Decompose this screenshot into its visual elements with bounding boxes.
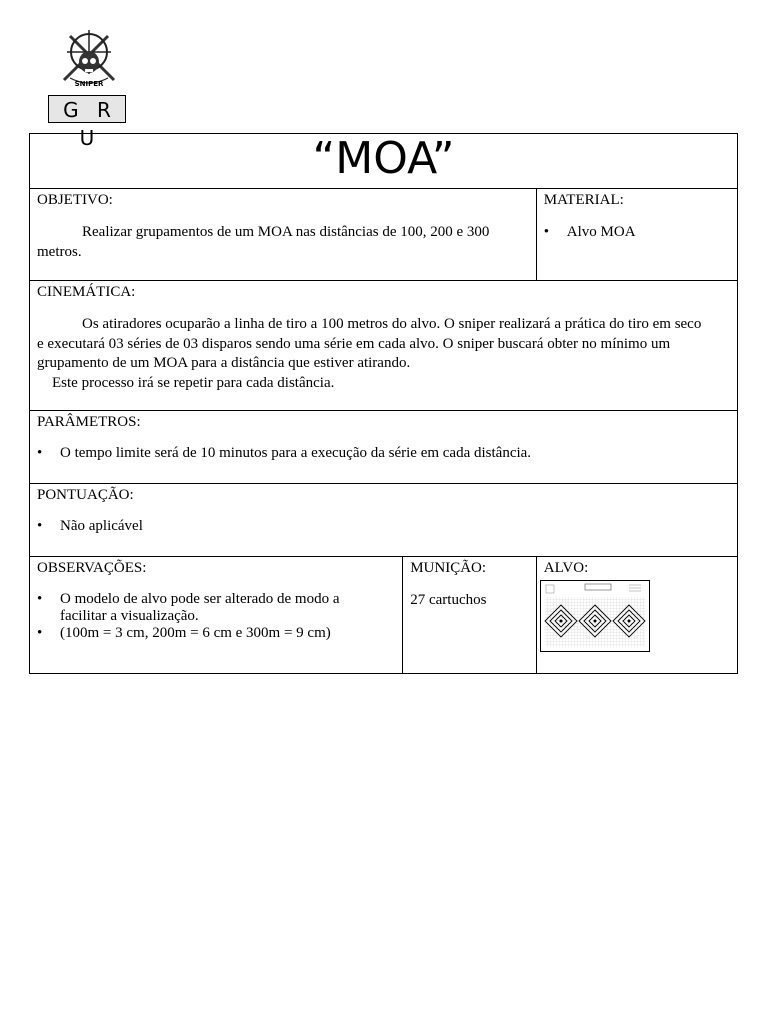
gru-label: G R U xyxy=(48,95,126,123)
material-list xyxy=(537,224,737,241)
parametros-label: PARÂMETROS: xyxy=(37,414,141,430)
cinematica-text-2: Este processo irá se repetir para cada distância. xyxy=(52,374,335,391)
observacoes-label: OBSERVAÇÕES: xyxy=(37,560,147,576)
cinematica-text xyxy=(30,315,737,374)
objetivo-text xyxy=(30,223,536,262)
objetivo-label: OBJETIVO: xyxy=(37,192,113,208)
municao-label: MUNIÇÃO: xyxy=(410,560,487,576)
pontuacao-label: PONTUAÇÃO: xyxy=(37,487,134,503)
cinematica-label: CINEMÁTICA: xyxy=(37,284,136,300)
moa-target-image xyxy=(540,580,650,652)
municao-section xyxy=(403,557,537,674)
parametros-list xyxy=(30,445,737,462)
parametros-section xyxy=(30,411,738,484)
objetivo-text-content: Realizar grupamentos de um MOA nas distâncias de 100, 200 e 300 metros. xyxy=(37,224,490,260)
list-item: • Alvo MOA xyxy=(544,224,737,241)
list-item: • O modelo de alvo pode ser alterado de modo a facilitar a visualização. xyxy=(37,591,362,625)
objetivo-section xyxy=(30,189,537,281)
pontuacao-section xyxy=(30,484,738,557)
material-label: MATERIAL: xyxy=(543,192,624,208)
exercise-sheet xyxy=(29,133,738,674)
observacoes-list xyxy=(30,591,402,642)
cinematica-text-content: Os atiradores ocuparão a linha de tiro a 100 metros do alvo. O sniper realizará a prática do tiro em seco e executará 03 séries de 03 disparos sendo uma série em cada alvo. O sniper buscará obter no mínimo um grupamento de um MOA para a distância que estiver atirando. xyxy=(37,316,702,371)
logo-text: SNIPER xyxy=(74,80,104,88)
observacoes-section xyxy=(30,557,403,674)
alvo-section xyxy=(536,557,737,674)
alvo-label: ALVO: xyxy=(543,560,589,576)
municao-text: 27 cartuchos xyxy=(410,592,487,608)
cinematica-section xyxy=(30,281,738,411)
list-item: • O tempo limite será de 10 minutos para a execução da série em cada distância. xyxy=(37,445,737,462)
sniper-logo xyxy=(58,28,120,90)
material-section xyxy=(536,189,737,281)
page-title: “MOA” xyxy=(30,134,738,189)
list-item: • (100m = 3 cm, 200m = 6 cm e 300m = 9 cm) xyxy=(37,625,362,642)
list-item: • Não aplicável xyxy=(37,518,737,535)
pontuacao-list xyxy=(30,518,737,535)
